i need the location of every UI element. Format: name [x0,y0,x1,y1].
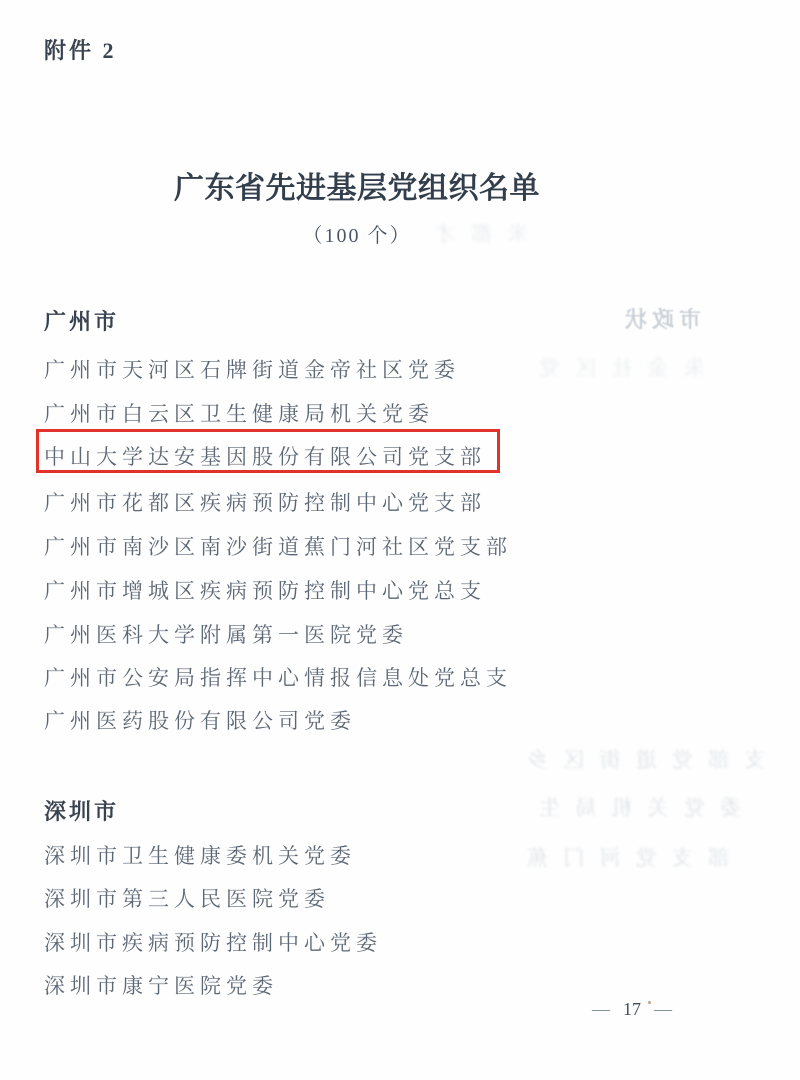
bleed-through-text: 米 都 才 [430,222,529,246]
list-item: 广州市天河区石牌街道金帝社区党委 [44,358,460,382]
list-item: 广州医科大学附属第一医院党委 [44,623,408,647]
list-item: 广州市公安局指挥中心情报信息处党总支 [44,666,512,690]
list-item: 广州市白云区卫生健康局机关党委 [44,402,434,426]
page-number [592,999,672,1020]
bleed-through-text: 部 支 党 河 门 蕉 [522,846,730,870]
list-item: 深圳市第三人民医院党委 [44,887,330,911]
list-item: 深圳市康宁医院党委 [44,974,278,998]
list-item: 广州医药股份有限公司党委 [44,709,356,733]
document-title: 广东省先进基层党组织名单 [174,172,540,205]
bleed-through-text: 市政状 [620,307,702,332]
list-item-highlighted: 中山大学达安基因股份有限公司党支部 [44,445,486,469]
list-item: 深圳市卫生健康委机关党委 [44,844,356,868]
scan-speck [648,1001,651,1004]
page-number-dash-left: — [592,999,610,1019]
bleed-through-text: 委 党 关 机 局 生 [534,796,742,820]
list-item: 广州市增城区疾病预防控制中心党总支 [44,579,486,603]
page-number-value: 17 [623,999,641,1019]
bleed-through-text: 支 部 党 道 街 区 乡 [522,748,766,772]
list-item: 广州市南沙区南沙街道蕉门河社区党支部 [44,535,512,559]
attachment-label: 附件 2 [44,38,117,63]
list-item: 广州市花都区疾病预防控制中心党支部 [44,491,486,515]
bleed-through-text: 朱 金 社 区 党 [534,356,705,380]
section-header-shenzhen: 深圳市 [44,799,120,824]
list-item: 深圳市疾病预防控制中心党委 [44,931,382,955]
section-header-guangzhou: 广州市 [44,309,120,334]
page-number-dash-right: — [654,999,672,1019]
count-subtitle: （100 个） [302,225,412,247]
